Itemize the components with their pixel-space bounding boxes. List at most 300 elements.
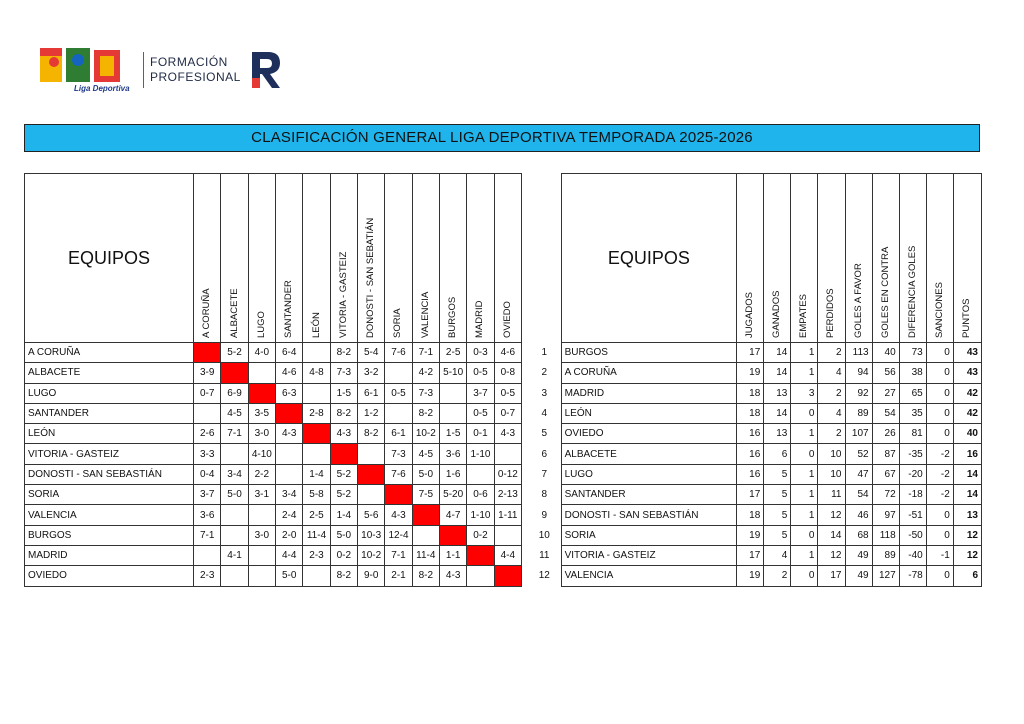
stat-cell: 47 xyxy=(845,464,872,484)
score-cell: 5-0 xyxy=(412,464,439,484)
score-cell: 10-2 xyxy=(358,545,385,565)
standings-team-name: DONOSTI - SAN SEBASTIÁN xyxy=(561,505,737,525)
standings-team-name: A CORUÑA xyxy=(561,363,737,383)
score-cell xyxy=(221,525,248,545)
results-team-name: A CORUÑA xyxy=(25,343,194,363)
results-row xyxy=(25,363,522,383)
logo-block xyxy=(38,46,288,100)
score-cell xyxy=(248,545,275,565)
score-cell: 3-9 xyxy=(194,363,221,383)
stat-cell: 52 xyxy=(845,444,872,464)
score-cell: 2-3 xyxy=(194,566,221,586)
points-cell: 42 xyxy=(953,403,981,423)
stat-cell: 10 xyxy=(818,464,845,484)
results-column-header xyxy=(248,174,275,343)
stat-cell: 4 xyxy=(764,545,791,565)
stat-cell: 18 xyxy=(737,403,764,423)
standings-team-name: VALENCIA xyxy=(561,566,737,586)
standings-column-header xyxy=(845,174,872,343)
stat-cell: 19 xyxy=(737,363,764,383)
results-team-name: LEÓN xyxy=(25,424,194,444)
stat-cell: 1 xyxy=(791,363,818,383)
score-cell: 8-2 xyxy=(330,343,357,363)
stat-cell: 0 xyxy=(791,444,818,464)
score-cell: 3-0 xyxy=(248,424,275,444)
score-cell: 7-1 xyxy=(385,545,412,565)
results-header-equipos: EQUIPOS xyxy=(25,174,194,343)
score-cell: 0-7 xyxy=(494,403,521,423)
score-cell: 1-5 xyxy=(330,383,357,403)
stat-cell: 0 xyxy=(791,403,818,423)
results-column-header xyxy=(439,174,466,343)
results-team-name: LUGO xyxy=(25,383,194,403)
score-cell: 7-3 xyxy=(330,363,357,383)
results-column-label: BURGOS xyxy=(447,296,459,338)
score-cell xyxy=(358,485,385,505)
stat-cell: 17 xyxy=(737,343,764,363)
stat-cell: 16 xyxy=(737,444,764,464)
standings-position: 5 xyxy=(541,428,548,440)
stat-cell: 2 xyxy=(818,424,845,444)
score-cell xyxy=(358,444,385,464)
score-cell: 0-1 xyxy=(467,424,494,444)
points-cell: 43 xyxy=(953,343,981,363)
score-cell: 1-2 xyxy=(358,403,385,423)
stat-cell: 1 xyxy=(791,485,818,505)
score-cell: 5-0 xyxy=(221,485,248,505)
results-column-label: LUGO xyxy=(255,311,267,338)
stat-cell: 87 xyxy=(872,444,899,464)
stat-cell: -50 xyxy=(899,525,926,545)
standings-column-header xyxy=(926,174,953,343)
stat-cell: 14 xyxy=(764,363,791,383)
score-cell: 6-9 xyxy=(221,383,248,403)
score-cell: 4-5 xyxy=(412,444,439,464)
results-row xyxy=(25,403,522,423)
score-cell xyxy=(303,383,330,403)
results-row xyxy=(25,545,522,565)
score-cell: 8-2 xyxy=(330,403,357,423)
logo-subtitle: Liga Deportiva xyxy=(74,84,130,93)
standings-column-header xyxy=(818,174,845,343)
stat-cell: -35 xyxy=(899,444,926,464)
stat-cell: -1 xyxy=(926,545,953,565)
score-cell: 1-10 xyxy=(467,505,494,525)
standings-column-label: DIFERENCIA GOLES xyxy=(906,245,918,338)
standings-column-label: GANADOS xyxy=(771,290,783,338)
score-cell xyxy=(221,566,248,586)
score-cell: 3-3 xyxy=(194,444,221,464)
standings-team-name: SORIA xyxy=(561,525,737,545)
stat-cell: 0 xyxy=(926,383,953,403)
results-column-label: VALENCIA xyxy=(419,291,431,338)
standings-row xyxy=(528,403,982,423)
stat-cell: 14 xyxy=(764,343,791,363)
score-cell: 0-3 xyxy=(467,343,494,363)
score-cell: 8-2 xyxy=(412,403,439,423)
standings-row xyxy=(528,485,982,505)
stat-cell: 0 xyxy=(791,525,818,545)
results-column-header xyxy=(221,174,248,343)
standings-pos-header xyxy=(528,174,561,343)
score-cell: 0-8 xyxy=(494,363,521,383)
stat-cell: 17 xyxy=(737,545,764,565)
standings-team-name: ALBACETE xyxy=(561,444,737,464)
standings-column-header xyxy=(737,174,764,343)
score-cell: 0-5 xyxy=(385,383,412,403)
standings-position: 2 xyxy=(541,367,548,379)
standings-position: 1 xyxy=(541,347,548,359)
score-cell: 0-2 xyxy=(330,545,357,565)
score-cell: 12-4 xyxy=(385,525,412,545)
score-cell xyxy=(439,383,466,403)
stat-cell: 72 xyxy=(872,485,899,505)
standings-row xyxy=(528,525,982,545)
points-cell: 13 xyxy=(953,505,981,525)
stat-cell: 49 xyxy=(845,545,872,565)
score-cell xyxy=(467,566,494,586)
results-team-name: SORIA xyxy=(25,485,194,505)
score-cell xyxy=(248,505,275,525)
stat-cell: 89 xyxy=(845,403,872,423)
standings-position: 8 xyxy=(541,489,548,501)
standings-row xyxy=(528,343,982,363)
score-cell: 7-1 xyxy=(412,343,439,363)
results-team-name: BURGOS xyxy=(25,525,194,545)
diagonal-cell xyxy=(194,343,221,363)
stat-cell: 65 xyxy=(899,383,926,403)
score-cell: 4-1 xyxy=(221,545,248,565)
stat-cell: -2 xyxy=(926,464,953,484)
stat-cell: 4 xyxy=(818,403,845,423)
stat-cell: 10 xyxy=(818,444,845,464)
stat-cell: 5 xyxy=(764,525,791,545)
score-cell: 3-7 xyxy=(194,485,221,505)
score-cell: 10-2 xyxy=(412,424,439,444)
score-cell: 2-1 xyxy=(385,566,412,586)
stat-cell: 0 xyxy=(926,403,953,423)
stat-cell: 5 xyxy=(764,505,791,525)
standings-header-equipos: EQUIPOS xyxy=(561,174,737,343)
stat-cell: 89 xyxy=(872,545,899,565)
standings-team-name: MADRID xyxy=(561,383,737,403)
stat-cell: 1 xyxy=(791,343,818,363)
standings-team-name: OVIEDO xyxy=(561,424,737,444)
score-cell: 2-2 xyxy=(248,464,275,484)
stat-cell: 4 xyxy=(818,363,845,383)
score-cell: 0-12 xyxy=(494,464,521,484)
stat-cell: 2 xyxy=(764,566,791,586)
score-cell: 1-4 xyxy=(330,505,357,525)
stat-cell: 0 xyxy=(926,424,953,444)
results-column-label: SANTANDER xyxy=(283,280,295,338)
stat-cell: 16 xyxy=(737,424,764,444)
results-team-name: MADRID xyxy=(25,545,194,565)
score-cell: 4-2 xyxy=(412,363,439,383)
score-cell: 8-2 xyxy=(358,424,385,444)
results-column-header xyxy=(194,174,221,343)
score-cell xyxy=(494,525,521,545)
score-cell: 4-5 xyxy=(221,403,248,423)
results-column-header xyxy=(412,174,439,343)
score-cell: 5-2 xyxy=(330,485,357,505)
score-cell: 4-10 xyxy=(248,444,275,464)
standings-position: 10 xyxy=(538,529,550,541)
standings-row xyxy=(528,444,982,464)
score-cell: 7-1 xyxy=(194,525,221,545)
diagonal-cell xyxy=(385,485,412,505)
score-cell: 0-5 xyxy=(467,363,494,383)
score-cell xyxy=(467,464,494,484)
score-cell: 5-20 xyxy=(439,485,466,505)
stat-cell: 3 xyxy=(791,383,818,403)
org-line-2: PROFESIONAL xyxy=(150,70,241,84)
stat-cell: 2 xyxy=(818,343,845,363)
standings-column-header xyxy=(899,174,926,343)
stat-cell: 18 xyxy=(737,505,764,525)
stat-cell: 0 xyxy=(926,505,953,525)
score-cell: 4-6 xyxy=(494,343,521,363)
score-cell: 4-6 xyxy=(276,363,303,383)
score-cell xyxy=(412,525,439,545)
diagonal-cell xyxy=(330,444,357,464)
score-cell: 4-7 xyxy=(439,505,466,525)
standings-position: 11 xyxy=(539,550,550,562)
score-cell: 6-4 xyxy=(276,343,303,363)
score-cell: 4-8 xyxy=(303,363,330,383)
standings-team-name: LUGO xyxy=(561,464,737,484)
score-cell: 7-3 xyxy=(385,444,412,464)
standings-column-header xyxy=(872,174,899,343)
stat-cell: 12 xyxy=(818,505,845,525)
score-cell xyxy=(494,444,521,464)
results-matrix-table xyxy=(24,173,522,587)
score-cell: 5-4 xyxy=(358,343,385,363)
stat-cell: 49 xyxy=(845,566,872,586)
stat-cell: 14 xyxy=(764,403,791,423)
score-cell: 7-6 xyxy=(385,343,412,363)
score-cell xyxy=(248,566,275,586)
score-cell: 2-3 xyxy=(303,545,330,565)
standings-row xyxy=(528,505,982,525)
stat-cell: 5 xyxy=(764,485,791,505)
standings-column-label: PERDIDOS xyxy=(825,288,837,338)
results-column-header xyxy=(358,174,385,343)
results-column-header xyxy=(385,174,412,343)
standings-row xyxy=(528,464,982,484)
diagonal-cell xyxy=(221,363,248,383)
stat-cell: 94 xyxy=(845,363,872,383)
results-row xyxy=(25,464,522,484)
results-column-label: ALBACETE xyxy=(228,288,240,338)
results-row xyxy=(25,525,522,545)
stat-cell: 46 xyxy=(845,505,872,525)
results-row xyxy=(25,505,522,525)
score-cell: 6-3 xyxy=(276,383,303,403)
standings-table xyxy=(528,173,982,587)
standings-row xyxy=(528,566,982,586)
score-cell: 2-4 xyxy=(276,505,303,525)
org-line-1: FORMACIÓN xyxy=(150,55,228,69)
stat-cell: -2 xyxy=(926,444,953,464)
score-cell xyxy=(303,444,330,464)
stat-cell: 107 xyxy=(845,424,872,444)
stat-cell: -51 xyxy=(899,505,926,525)
score-cell: 0-6 xyxy=(467,485,494,505)
score-cell xyxy=(194,403,221,423)
diagonal-cell xyxy=(303,424,330,444)
stat-cell: -18 xyxy=(899,485,926,505)
results-team-name: OVIEDO xyxy=(25,566,194,586)
diagonal-cell xyxy=(358,464,385,484)
score-cell xyxy=(385,403,412,423)
points-cell: 40 xyxy=(953,424,981,444)
points-cell: 6 xyxy=(953,566,981,586)
stat-cell: 11 xyxy=(818,485,845,505)
score-cell: 0-5 xyxy=(494,383,521,403)
score-cell: 4-3 xyxy=(494,424,521,444)
standings-column-header xyxy=(953,174,981,343)
stat-cell: 0 xyxy=(926,525,953,545)
score-cell xyxy=(221,505,248,525)
diagonal-cell xyxy=(276,403,303,423)
score-cell xyxy=(276,444,303,464)
standings-column-label: SANCIONES xyxy=(933,282,945,338)
score-cell: 5-2 xyxy=(221,343,248,363)
stat-cell: -78 xyxy=(899,566,926,586)
stat-cell: 6 xyxy=(764,444,791,464)
standings-team-name: VITORIA - GASTEIZ xyxy=(561,545,737,565)
score-cell: 5-2 xyxy=(330,464,357,484)
score-cell: 2-13 xyxy=(494,485,521,505)
score-cell xyxy=(439,403,466,423)
score-cell: 3-5 xyxy=(248,403,275,423)
score-cell: 7-6 xyxy=(385,464,412,484)
stat-cell: 54 xyxy=(845,485,872,505)
score-cell: 3-4 xyxy=(221,464,248,484)
results-column-header xyxy=(276,174,303,343)
stat-cell: 97 xyxy=(872,505,899,525)
results-column-header xyxy=(494,174,521,343)
results-column-label: SORIA xyxy=(392,308,404,338)
stat-cell: 27 xyxy=(872,383,899,403)
score-cell: 4-3 xyxy=(330,424,357,444)
stat-cell: -20 xyxy=(899,464,926,484)
score-cell: 11-4 xyxy=(303,525,330,545)
results-team-name: VALENCIA xyxy=(25,505,194,525)
points-cell: 14 xyxy=(953,464,981,484)
stat-cell: -40 xyxy=(899,545,926,565)
results-team-name: ALBACETE xyxy=(25,363,194,383)
standings-position: 9 xyxy=(541,509,548,521)
results-column-header xyxy=(303,174,330,343)
score-cell: 0-2 xyxy=(467,525,494,545)
stat-cell: 1 xyxy=(791,464,818,484)
diagonal-cell xyxy=(412,505,439,525)
score-cell: 4-3 xyxy=(439,566,466,586)
score-cell: 7-3 xyxy=(412,383,439,403)
logo-separator xyxy=(143,52,144,88)
results-column-label: MADRID xyxy=(474,300,486,338)
score-cell: 2-5 xyxy=(303,505,330,525)
stat-cell: 73 xyxy=(899,343,926,363)
score-cell: 8-2 xyxy=(330,566,357,586)
score-cell: 2-0 xyxy=(276,525,303,545)
score-cell xyxy=(303,343,330,363)
standings-column-header xyxy=(764,174,791,343)
stat-cell: 54 xyxy=(872,403,899,423)
score-cell: 4-3 xyxy=(276,424,303,444)
score-cell: 7-1 xyxy=(221,424,248,444)
score-cell xyxy=(303,566,330,586)
stat-cell: 13 xyxy=(764,424,791,444)
score-cell: 0-5 xyxy=(467,403,494,423)
standings-column-label: EMPATES xyxy=(798,294,810,338)
results-team-name: VITORIA - GASTEIZ xyxy=(25,444,194,464)
stat-cell: 92 xyxy=(845,383,872,403)
score-cell: 9-0 xyxy=(358,566,385,586)
score-cell: 6-1 xyxy=(358,383,385,403)
stat-cell: 19 xyxy=(737,525,764,545)
score-cell: 5-10 xyxy=(439,363,466,383)
standings-team-name: BURGOS xyxy=(561,343,737,363)
score-cell xyxy=(385,363,412,383)
stat-cell: 1 xyxy=(791,505,818,525)
stat-cell: 67 xyxy=(872,464,899,484)
results-row xyxy=(25,444,522,464)
score-cell: 2-8 xyxy=(303,403,330,423)
stat-cell: 0 xyxy=(791,566,818,586)
results-row xyxy=(25,383,522,403)
score-cell: 4-0 xyxy=(248,343,275,363)
standings-row xyxy=(528,363,982,383)
stat-cell: 17 xyxy=(818,566,845,586)
stat-cell: 2 xyxy=(818,383,845,403)
standings-position: 6 xyxy=(541,448,548,460)
stat-cell: 81 xyxy=(899,424,926,444)
results-team-name: DONOSTI - SAN SEBASTIÁN xyxy=(25,464,194,484)
stat-cell: 0 xyxy=(926,343,953,363)
stat-cell: 19 xyxy=(737,566,764,586)
score-cell: 1-6 xyxy=(439,464,466,484)
stat-cell: 16 xyxy=(737,464,764,484)
diagonal-cell xyxy=(494,566,521,586)
score-cell: 5-6 xyxy=(358,505,385,525)
score-cell: 1-4 xyxy=(303,464,330,484)
score-cell: 3-1 xyxy=(248,485,275,505)
stat-cell: 38 xyxy=(899,363,926,383)
standings-position: 4 xyxy=(541,408,548,420)
score-cell: 1-5 xyxy=(439,424,466,444)
score-cell: 1-10 xyxy=(467,444,494,464)
standings-position: 7 xyxy=(541,468,548,480)
stat-cell: 26 xyxy=(872,424,899,444)
results-team-name: SANTANDER xyxy=(25,403,194,423)
score-cell: 3-6 xyxy=(194,505,221,525)
standings-column-header xyxy=(791,174,818,343)
standings-team-name: SANTANDER xyxy=(561,485,737,505)
score-cell: 10-3 xyxy=(358,525,385,545)
standings-position: 12 xyxy=(538,570,550,582)
score-cell: 2-5 xyxy=(439,343,466,363)
stat-cell: 68 xyxy=(845,525,872,545)
stat-cell: 5 xyxy=(764,464,791,484)
standings-column-label: GOLES A FAVOR xyxy=(852,263,864,338)
standings-column-label: GOLES EN CONTRA xyxy=(879,246,891,338)
page-title: CLASIFICACIÓN GENERAL LIGA DEPORTIVA TEMPORADA 2025-2026 xyxy=(24,124,980,152)
stat-cell: -2 xyxy=(926,485,953,505)
score-cell: 5-8 xyxy=(303,485,330,505)
